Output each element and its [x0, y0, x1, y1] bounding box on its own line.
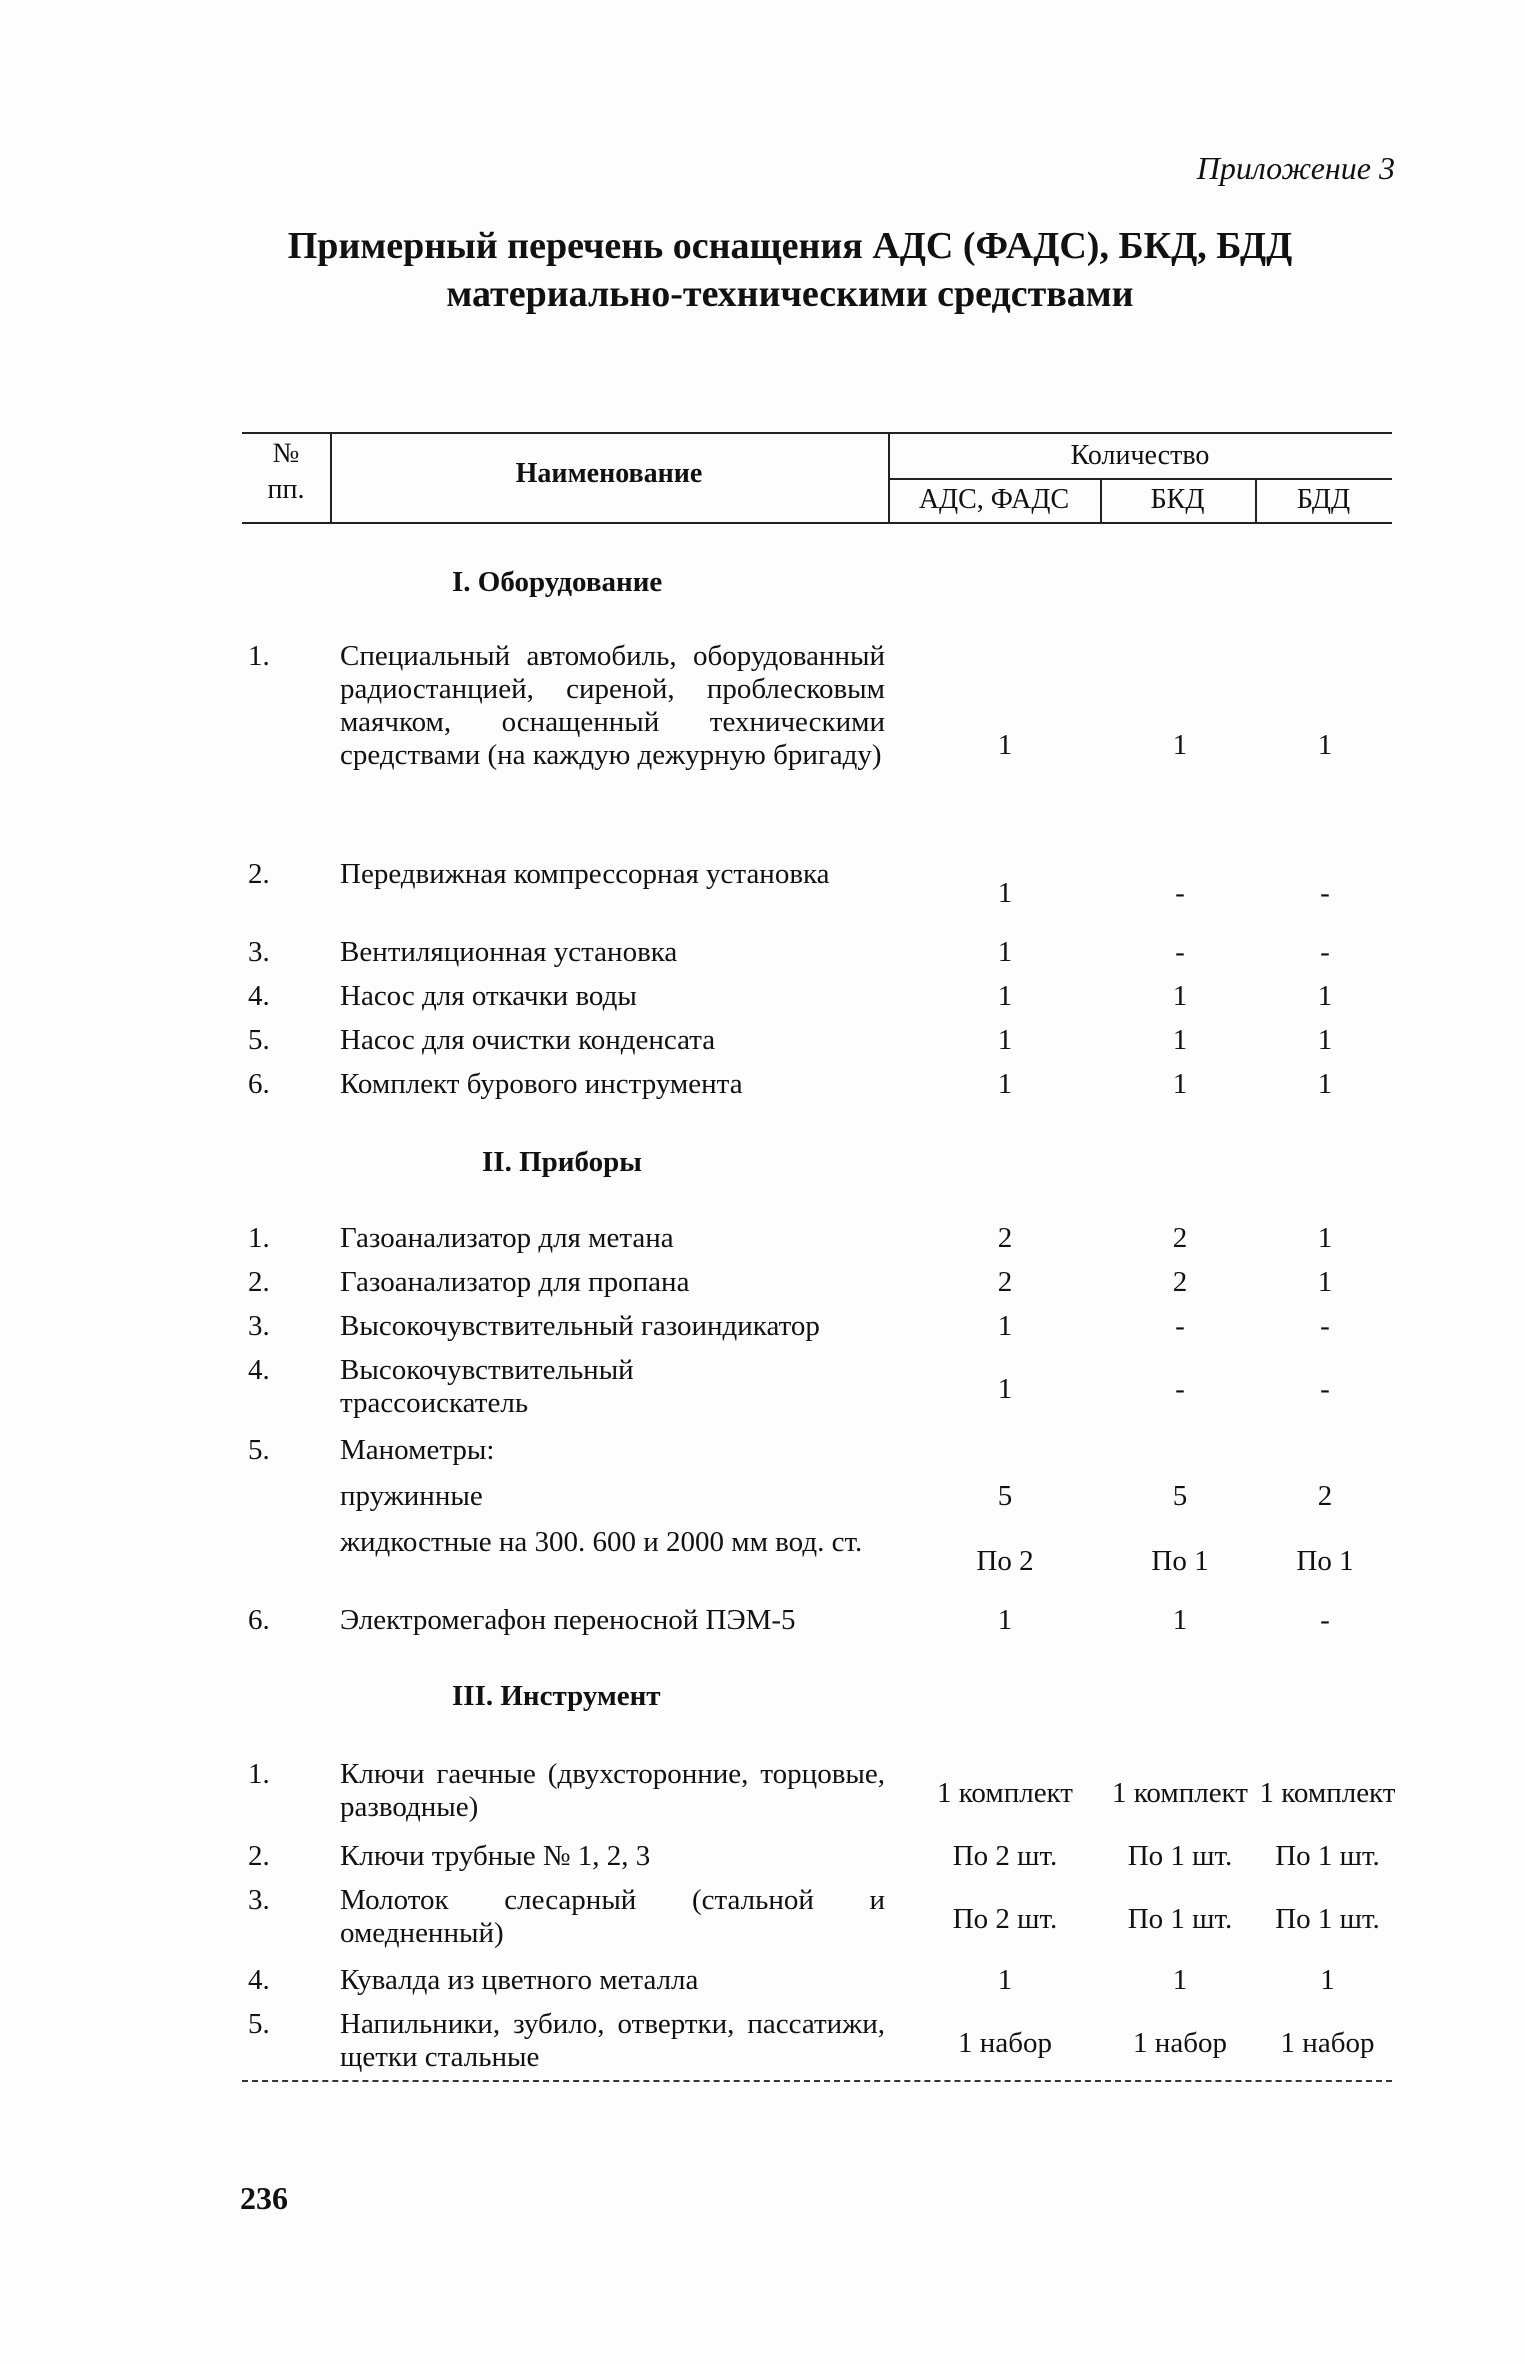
row-ads-value: 1	[997, 728, 1013, 761]
row-name: Вентиляционная установка	[340, 936, 678, 968]
row-bdd-value: 1	[1317, 728, 1333, 761]
row-bkd-value: 1 комплект	[1112, 1776, 1248, 1809]
row-name: Газоанализатор для метана	[340, 1222, 674, 1254]
row-number: 2.	[248, 858, 270, 890]
row-bkd-value: 1	[1172, 1024, 1188, 1056]
table-row	[0, 1884, 1525, 1954]
col-bkd-header: БКД	[1150, 484, 1205, 515]
row-number: 5.	[248, 1024, 270, 1056]
row-name: Высокочувствительный трассоискатель	[340, 1354, 634, 1419]
section-title: III. Инструмент	[452, 1680, 661, 1712]
table-row	[0, 1964, 1525, 1998]
row-bdd-value: По 1 шт.	[1275, 1902, 1380, 1935]
table-row	[0, 1480, 1525, 1514]
row-bkd-value: 1	[1172, 728, 1188, 761]
table-row	[0, 1434, 1525, 1468]
col-num-header-line-2: пп.	[267, 474, 305, 505]
table-row	[0, 640, 1525, 850]
row-bkd-value: По 1 шт.	[1127, 1902, 1233, 1935]
row-bdd-value: 1	[1317, 1068, 1333, 1100]
row-number: 3.	[248, 1310, 270, 1342]
row-ads-value: 1	[997, 1310, 1013, 1342]
row-name: пружинные	[340, 1480, 483, 1512]
table-row	[0, 980, 1525, 1014]
row-bdd-value: 1	[1320, 1964, 1335, 1996]
row-bdd-value: -	[1320, 1604, 1330, 1636]
header-mid-rule	[888, 478, 1392, 480]
row-ads-value: 1	[997, 876, 1013, 909]
table-row	[0, 1068, 1525, 1102]
col-num-header-line-1: №	[272, 438, 300, 469]
row-number: 4.	[248, 1964, 270, 1996]
table-row	[0, 1266, 1525, 1300]
row-number: 1.	[248, 1222, 270, 1254]
row-ads-value: По 2 шт.	[952, 1902, 1058, 1935]
table-row	[0, 1604, 1525, 1638]
title-line-1: Примерный перечень оснащения АДС (ФАДС), БКД, БДД	[287, 225, 1293, 267]
table-row	[0, 936, 1525, 970]
row-bkd-value: 1 набор	[1133, 2026, 1227, 2059]
row-bkd-value: 1	[1172, 1604, 1188, 1636]
row-ads-value: 1 набор	[958, 2026, 1052, 2059]
page-number: 236	[240, 2180, 288, 2216]
row-number: 4.	[248, 1354, 270, 1386]
row-number: 2.	[248, 1840, 270, 1872]
row-bkd-value: -	[1175, 1310, 1185, 1342]
row-name: Манометры:	[340, 1434, 495, 1466]
row-ads-value: 1	[997, 980, 1013, 1012]
row-name: Ключи гаечные (двухсторонние, торцовые, разводные)	[340, 1758, 885, 1823]
row-name: Молоток слесарный (стальной и омедненный)	[340, 1884, 885, 1949]
row-name: Электромегафон переносной ПЭМ-5	[340, 1604, 796, 1636]
row-bdd-value: 1 комплект	[1259, 1776, 1396, 1809]
row-bdd-value: -	[1320, 936, 1330, 968]
row-name: Передвижная компрессорная установка	[340, 858, 830, 890]
section-title: I. Оборудование	[452, 566, 663, 598]
row-name: Насос для откачки воды	[340, 980, 637, 1012]
row-name: жидкостные на 300. 600 и 2000 мм вод. ст.	[340, 1526, 863, 1558]
table-row	[0, 1526, 1525, 1596]
row-bkd-value: -	[1175, 876, 1185, 909]
row-number: 1.	[248, 1758, 270, 1790]
row-bdd-value: 1	[1317, 1222, 1333, 1254]
document-title	[240, 222, 1340, 318]
row-bdd-value: 1 набор	[1280, 2026, 1375, 2059]
row-bkd-value: 5	[1172, 1480, 1188, 1512]
row-bkd-value: По 1 шт.	[1127, 1840, 1233, 1872]
table-row	[0, 1310, 1525, 1344]
table-row	[0, 2008, 1525, 2078]
row-name: Ключи трубные № 1, 2, 3	[340, 1840, 651, 1872]
header-top-rule	[242, 432, 1392, 434]
row-name: Напильники, зубило, отвертки, пассатижи, щетки стальные	[340, 2008, 885, 2073]
row-bkd-value: 2	[1172, 1266, 1188, 1298]
row-ads-value: По 2 шт.	[952, 1840, 1058, 1872]
row-name: Специальный автомобиль, оборудованный радиостанцией, сиреной, проблесковым маячком, оснащенный техническими средствами (на каждую дежурную бригаду)	[340, 640, 885, 771]
row-ads-value: 1 комплект	[937, 1776, 1073, 1809]
row-bkd-value: По 1	[1151, 1544, 1209, 1577]
table-row	[0, 1840, 1525, 1874]
row-ads-value: 2	[997, 1222, 1013, 1254]
row-number: 3.	[248, 936, 270, 968]
row-bkd-value: 1	[1172, 1964, 1188, 1996]
row-bkd-value: 2	[1172, 1222, 1188, 1254]
row-name: Газоанализатор для пропана	[340, 1266, 690, 1298]
table-bottom-rule	[242, 2080, 1392, 2082]
section-title: II. Приборы	[482, 1146, 642, 1178]
table-row	[0, 1024, 1525, 1058]
row-bdd-value: -	[1320, 1372, 1330, 1405]
row-bkd-value: 1	[1172, 980, 1188, 1012]
row-ads-value: По 2	[976, 1544, 1034, 1577]
row-ads-value: 2	[997, 1266, 1013, 1298]
table-row	[0, 858, 1525, 928]
row-ads-value: 1	[997, 1604, 1013, 1636]
row-number: 6.	[248, 1604, 270, 1636]
header-bottom-rule	[242, 522, 1392, 524]
row-bdd-value: По 1	[1296, 1544, 1354, 1577]
row-bkd-value: -	[1175, 1372, 1185, 1405]
row-bdd-value: -	[1320, 876, 1330, 909]
row-ads-value: 1	[997, 936, 1013, 968]
row-number: 1.	[248, 640, 270, 672]
row-bkd-value: 1	[1172, 1068, 1188, 1100]
col-name-header: Наименование	[515, 458, 703, 489]
col-bdd-header: БДД	[1296, 484, 1351, 515]
row-bdd-value: 1	[1317, 980, 1333, 1012]
row-name: Насос для очистки конденсата	[340, 1024, 716, 1056]
row-number: 5.	[248, 2008, 270, 2040]
row-bdd-value: 1	[1317, 1024, 1333, 1056]
row-number: 6.	[248, 1068, 270, 1100]
row-bkd-value: -	[1175, 936, 1185, 968]
row-ads-value: 1	[997, 1024, 1013, 1056]
row-name: Комплект бурового инструмента	[340, 1068, 743, 1100]
row-name: Высокочувствительный газоиндикатор	[340, 1310, 820, 1342]
table-row	[0, 1758, 1525, 1828]
col-qty-header: Количество	[1070, 440, 1210, 471]
row-ads-value: 1	[997, 1372, 1013, 1405]
row-number: 3.	[248, 1884, 270, 1916]
row-bdd-value: -	[1320, 1310, 1330, 1342]
table-row	[0, 1222, 1525, 1256]
appendix-label: Приложение 3	[1196, 150, 1395, 186]
table-row	[0, 1354, 1525, 1424]
row-ads-value: 1	[997, 1964, 1013, 1996]
row-number: 5.	[248, 1434, 270, 1466]
row-ads-value: 1	[997, 1068, 1013, 1100]
row-bdd-value: 1	[1317, 1266, 1333, 1298]
row-bdd-value: По 1 шт.	[1275, 1840, 1380, 1872]
row-number: 4.	[248, 980, 270, 1012]
col-ads-header: АДС, ФАДС	[918, 484, 1070, 515]
title-line-2: материально-техническими средствами	[446, 273, 1134, 315]
row-name: Кувалда из цветного металла	[340, 1964, 699, 1996]
row-bdd-value: 2	[1317, 1480, 1333, 1512]
row-ads-value: 5	[997, 1480, 1013, 1512]
row-number: 2.	[248, 1266, 270, 1298]
